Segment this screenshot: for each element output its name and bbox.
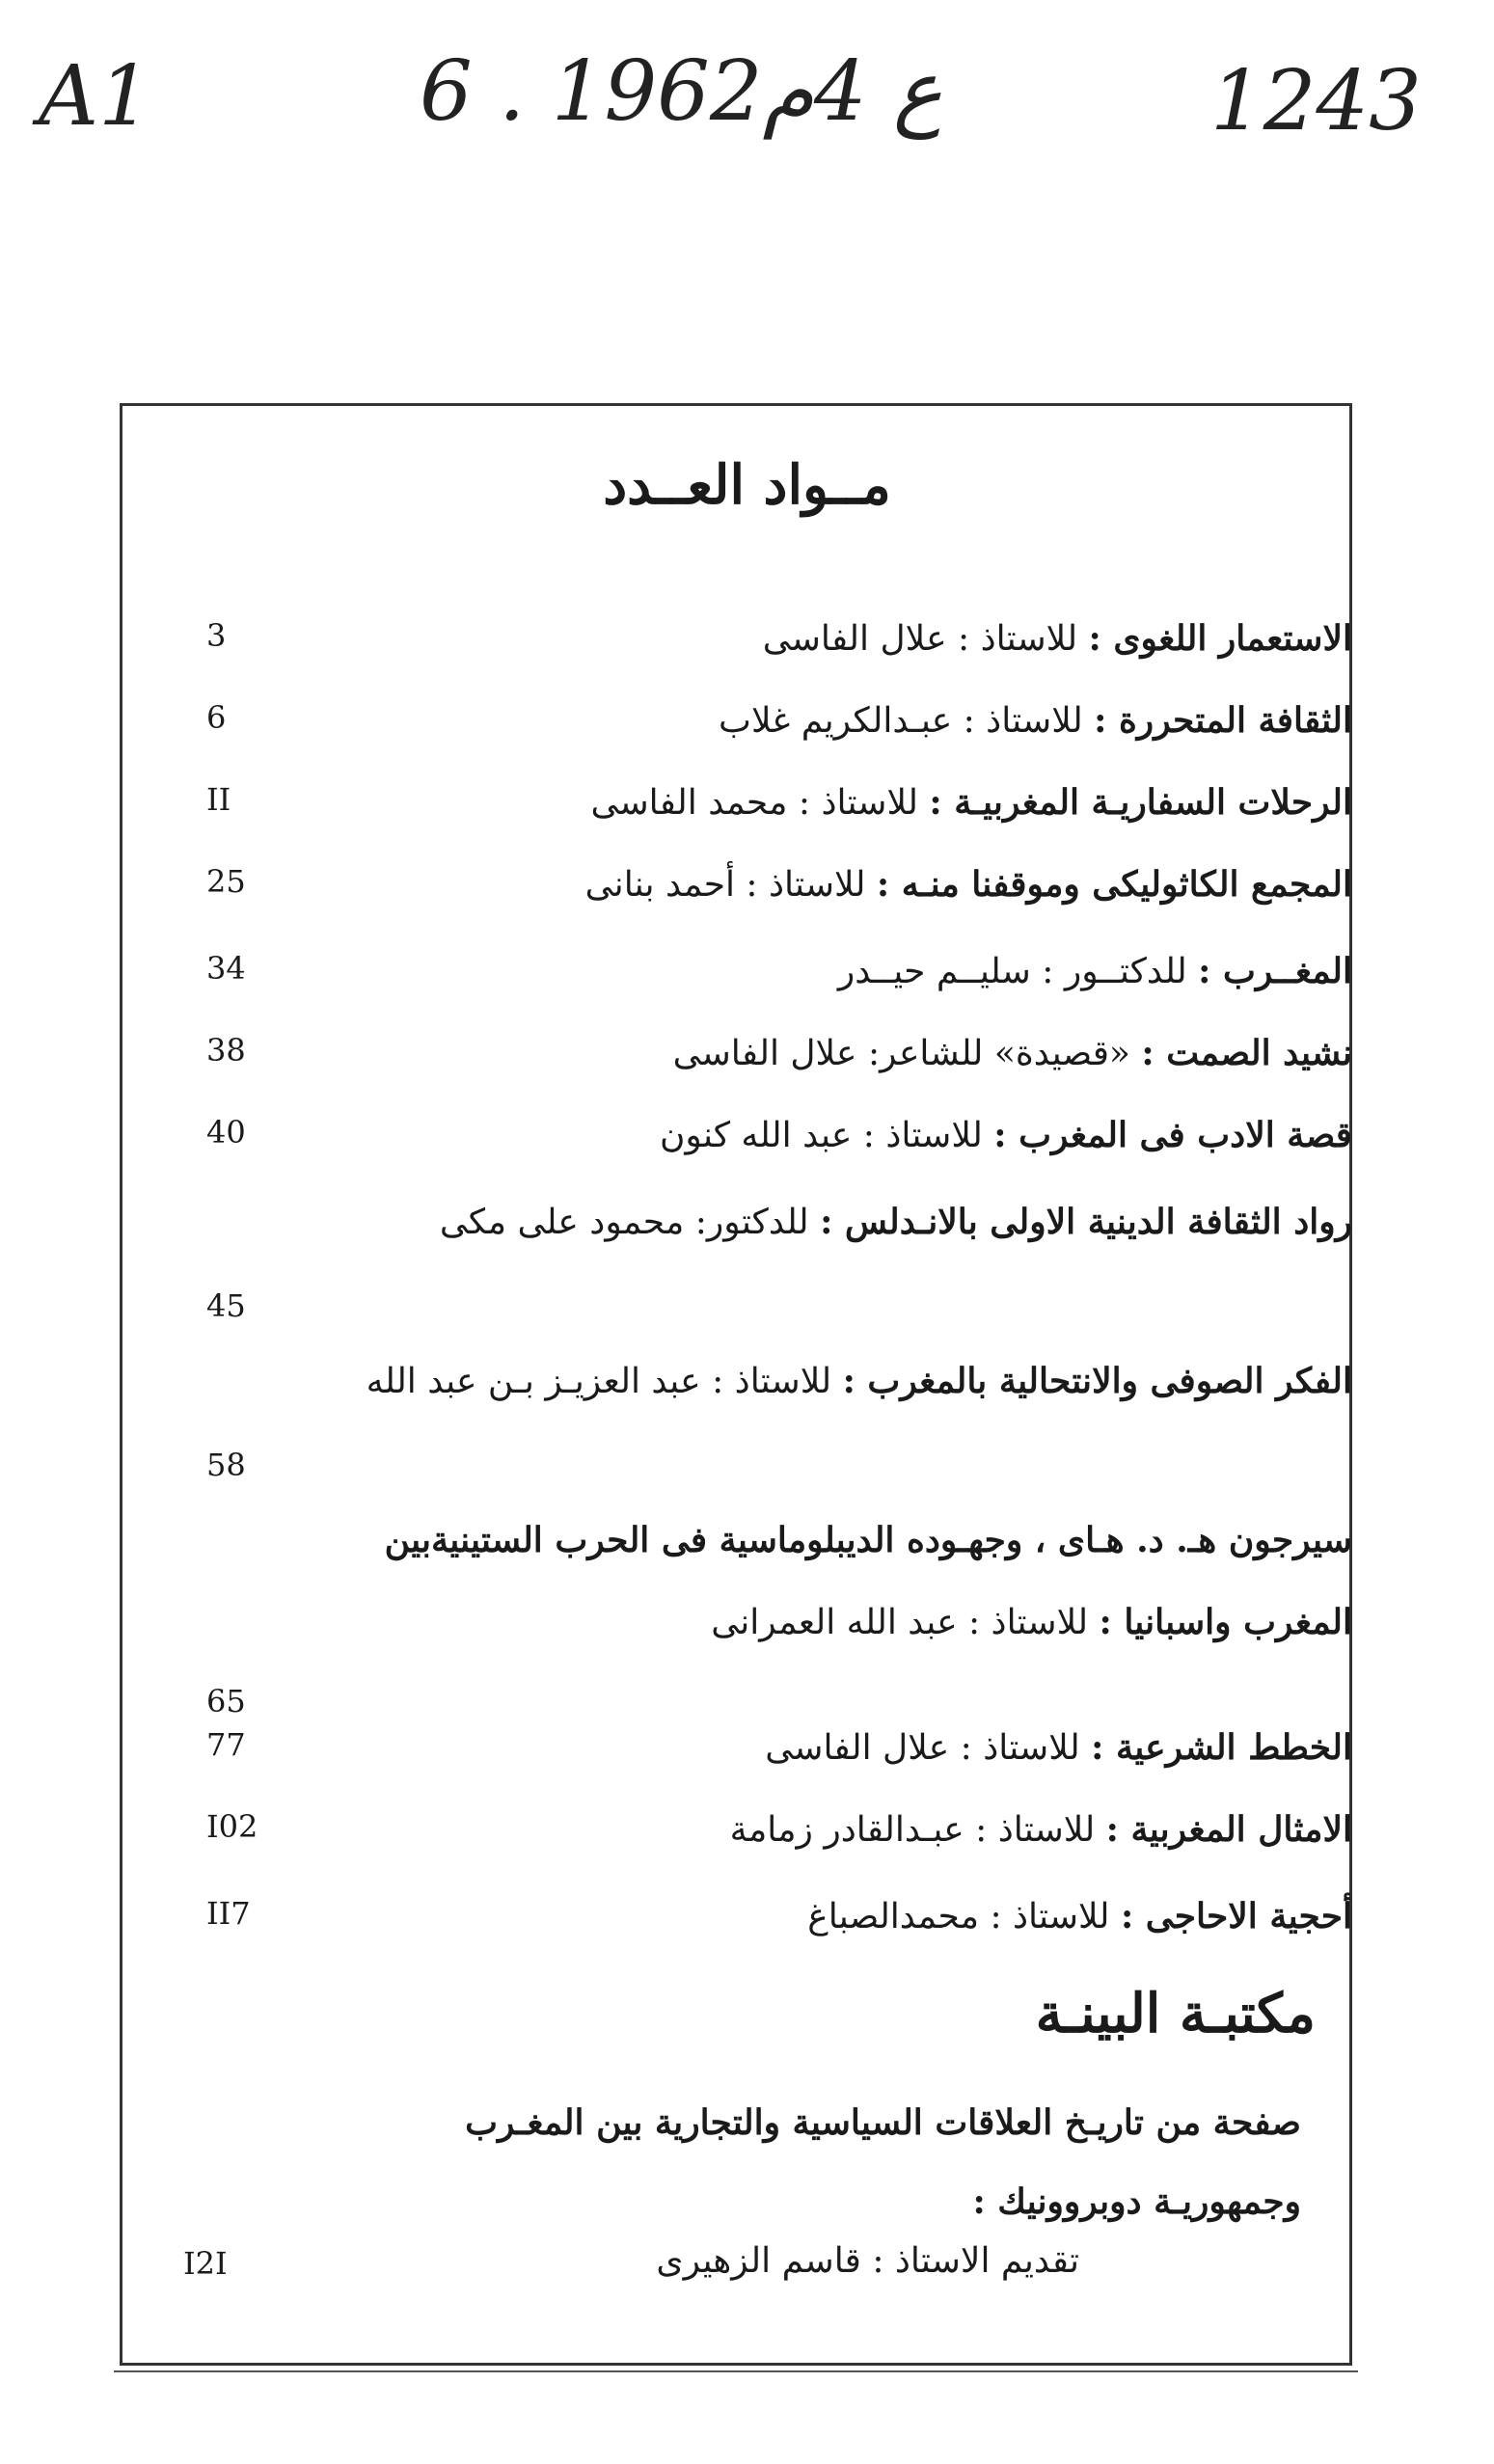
toc-entry-title: المجمع الكاثوليكى وموقفنا منـه : [876,864,1352,905]
library-article-title: صفحة من تاريـخ العلاقات السياسية والتجارية بين المغـرب وجمهوريـة دوبروونيك : [465,2102,1301,2222]
toc-entry-page: 34 [206,950,246,987]
toc-entry-page: 6 [206,699,227,736]
toc-entry-title: الامثال المغربية : [1105,1809,1352,1850]
toc-entry-author: للاستاذ : عبد العزيـز بـن عبد الله [366,1362,832,1401]
library-title: مكتبـة البينـة [1035,1982,1316,2045]
toc-entry [120,680,1352,761]
toc-entry-author: للاستاذ : محمد الفاسى [590,783,918,823]
toc-entry-text [330,931,1352,1013]
toc-entry-page: 38 [206,1032,246,1069]
toc-entry-title: نشيد الصمت : [1141,1033,1352,1073]
handwritten-date: 6 . ع 4م1962 [420,43,943,140]
toc-entry [120,1095,1352,1176]
toc-entry-text [330,598,1352,680]
toc-entry [120,762,1352,843]
toc-entry [120,1013,1352,1094]
toc-entry [120,1340,1352,1503]
toc-entry-text [330,1340,1352,1422]
toc-entry [120,931,1352,1012]
toc-entry-author: للاستاذ : عبد الله العمرانى [711,1603,1089,1642]
toc-entry-text [330,1013,1352,1095]
toc-entry-text [330,1500,1352,1664]
handwritten-label: A1 [39,48,151,145]
toc-entry [120,844,1352,925]
toc-entry-title: الفكر الصوفى والانتحالية بالمغرب : [842,1361,1352,1401]
toc-entry [120,1789,1352,1870]
toc-entry-author: للدكتــور : سليــم حيــدر [837,952,1187,991]
toc-entry-page: II7 [206,1895,251,1932]
toc-entry-author: للدكتور: محمود على مكى [439,1203,809,1242]
toc-entry-author: للاستاذ : عبـدالكريم غلاب [719,701,1083,741]
toc-entry-title: رواد الثقافة الدينية الاولى بالانـدلس : [820,1202,1352,1242]
toc-entry-page: 65 [206,1683,246,1719]
page-title: مــواد العــدد [603,453,891,517]
toc-entry-text [330,1707,1352,1789]
handwritten-number: 1243 [1210,53,1422,149]
library-article-page: I2I [183,2245,228,2282]
toc-entry-title: الاستعمار اللغوى : [1088,618,1352,659]
toc-entry-author: للاستاذ : علال الفاسى [765,1728,1080,1768]
toc-entry-page: 25 [206,863,246,900]
toc-entry-author: للاستاذ : عبـدالقادر زمامة [729,1810,1096,1850]
toc-entry-page: I02 [206,1808,258,1845]
bottom-rule [114,2370,1358,2372]
toc-entry-title: المغــرب : [1198,951,1352,991]
toc-entry-text [330,1181,1352,1263]
toc-entry-title: سيرجون هـ. د. هـاى ، وجهـوده الديبلوماسية فى الحرب الستينيةبين المغرب واسبانيا : [384,1520,1352,1642]
toc-entry-page: 58 [206,1447,246,1483]
toc-entry-page: 40 [206,1114,246,1151]
toc-entry-text [330,1876,1352,1958]
toc-entry-title: قصة الادب فى المغرب : [993,1115,1352,1155]
toc-entry-page: 77 [206,1726,246,1763]
toc-entry-title: أحجية الاحاجى : [1120,1896,1352,1936]
toc-entry-author: للاستاذ : محمدالصباغ [807,1897,1110,1936]
toc-entry-text [330,762,1352,844]
toc-entry-title: الثقافة المتحررة : [1094,700,1352,741]
toc-entry-text [330,680,1352,762]
toc-entry [120,1876,1352,1957]
toc-entry-page: 3 [206,617,227,654]
toc-entry-author: للاستاذ : عبد الله كنون [659,1116,983,1155]
toc-entry [120,598,1352,679]
toc-entry-page: 45 [206,1287,246,1324]
toc-entry [120,1707,1352,1788]
library-article-author: تقديم الاستاذ : قاسم الزهيرى [656,2241,1079,2281]
toc-entry [120,1181,1352,1343]
toc-entry-text [330,1095,1352,1177]
toc-entry-text [330,844,1352,926]
toc-entry-author: «قصيدة» للشاعر: علال الفاسى [672,1034,1130,1073]
toc-entry-page: II [206,781,231,818]
toc-entry-title: الرحلات السفاريـة المغربيـة : [929,782,1352,823]
toc-entry-author: للاستاذ : أحمد بنانى [584,865,866,905]
toc-entry-title: الخطط الشرعية : [1091,1727,1352,1768]
toc-entry-author: للاستاذ : علال الفاسى [762,619,1078,659]
toc-entry-text [330,1789,1352,1871]
